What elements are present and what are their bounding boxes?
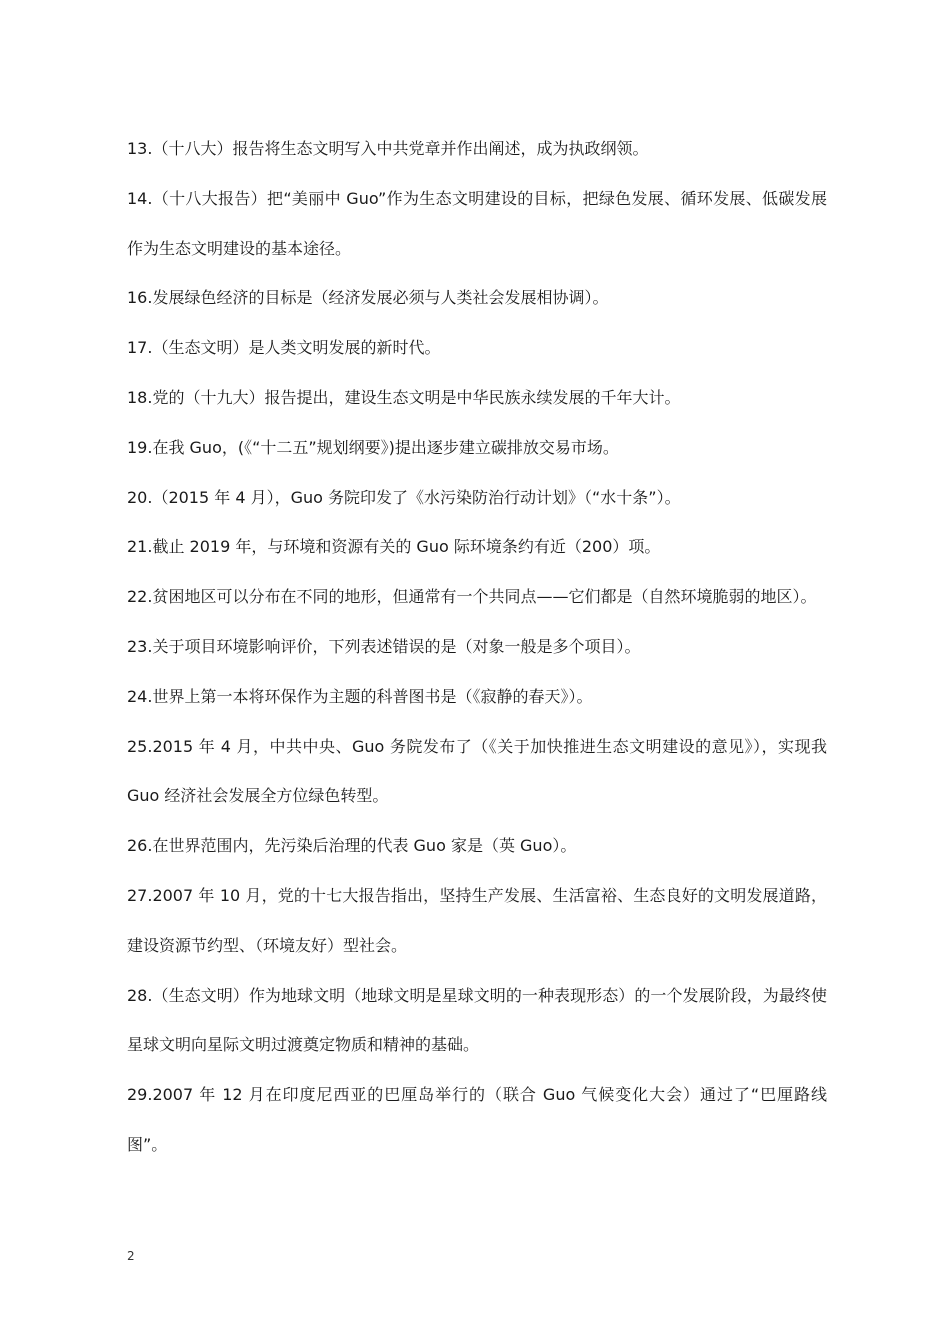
question-item-26: 26.在世界范围内，先污染后治理的代表 Guo 家是（英 Guo）。: [127, 836, 577, 856]
question-item-25: 25.2015 年 4 月，中共中央、Guo 务院发布了（《关于加快推进生态文明建设的意见》），实现我 Guo 经济社会发展全方位绿色转型。: [127, 736, 827, 806]
question-item-21: 21.截止 2019 年，与环境和资源有关的 Guo 际环境条约有近（200）项。: [127, 537, 661, 557]
question-item-17: 17.（生态文明）是人类文明发展的新时代。: [127, 338, 441, 358]
question-item-18: 18.党的（十九大）报告提出，建设生态文明是中华民族永续发展的千年大计。: [127, 387, 681, 407]
question-item-22: 22.贫困地区可以分布在不同的地形，但通常有一个共同点——它们都是（自然环境脆弱的地区）。: [127, 587, 817, 607]
page-number: 2: [127, 1249, 135, 1263]
question-item-19: 19.在我 Guo，(《“十二五”规划纲要》)提出逐步建立碳排放交易市场。: [127, 437, 619, 457]
document-body: [127, 124, 827, 1170]
question-item-28: 28.（生态文明）作为地球文明（地球文明是星球文明的一种表现形态）的一个发展阶段，为最终使星球文明向星际文明过渡奠定物质和精神的基础。: [127, 985, 827, 1055]
question-item-20: 20.（2015 年 4 月），Guo 务院印发了《水污染防治行动计划》（“水十条”）。: [127, 487, 681, 507]
question-item-29: 29.2007 年 12 月在印度尼西亚的巴厘岛举行的（联合 Guo 气候变化大会）通过了“巴厘路线图”。: [127, 1085, 827, 1154]
question-item-23: 23.关于项目环境影响评价，下列表述错误的是（对象一般是多个项目）。: [127, 636, 641, 656]
question-item-27: 27.2007 年 10 月，党的十七大报告指出，坚持生产发展、生活富裕、生态良好的文明发展道路，建设资源节约型、（环境友好）型社会。: [127, 885, 827, 955]
question-item-24: 24.世界上第一本将环保作为主题的科普图书是（《寂静的春天》）。: [127, 686, 593, 706]
question-item-13: 13.（十八大）报告将生态文明写入中共党章并作出阐述，成为执政纲领。: [127, 139, 649, 158]
question-item-14: 14.（十八大报告）把“美丽中 Guo”作为生态文明建设的目标，把绿色发展、循环发展、低碳发展作为生态文明建设的基本途径。: [127, 188, 827, 258]
question-item-16: 16.发展绿色经济的目标是（经济发展必须与人类社会发展相协调）。: [127, 288, 609, 308]
